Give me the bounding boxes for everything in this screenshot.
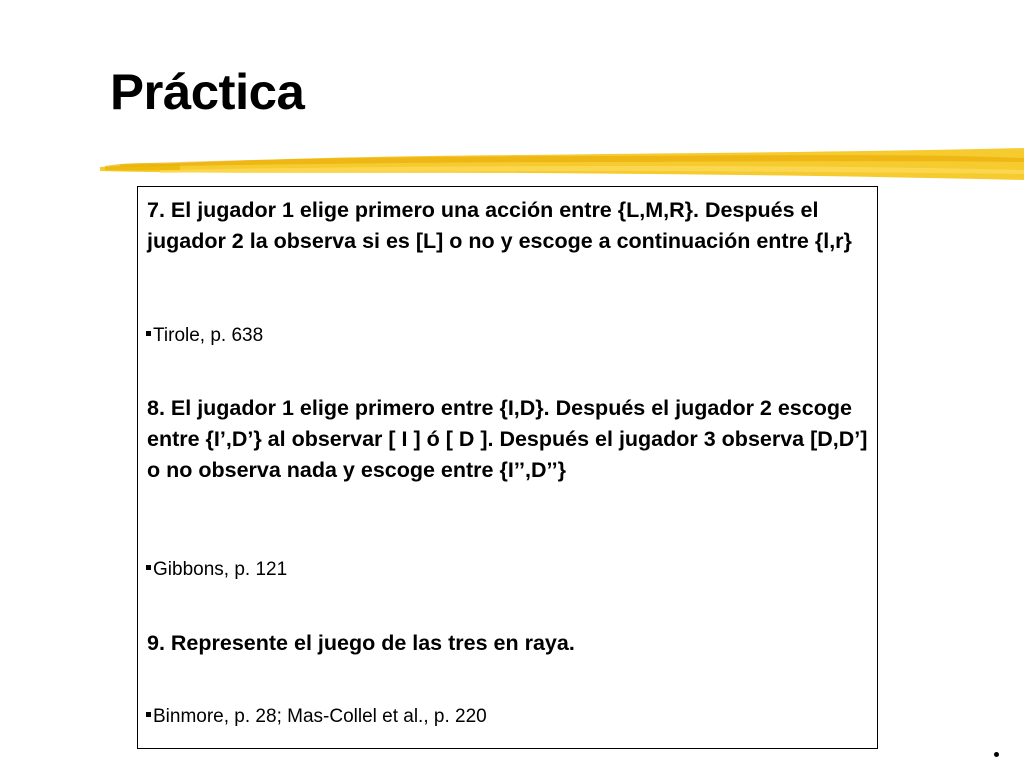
period-mark	[994, 752, 999, 757]
exercise-8-reference	[146, 558, 287, 582]
square-bullet-icon	[146, 331, 151, 336]
square-bullet-icon	[146, 565, 151, 570]
exercise-9-reference	[146, 705, 487, 729]
exercise-8-reference-text: Gibbons, p. 121	[153, 559, 288, 580]
title-underline-brush-stroke	[100, 140, 1024, 190]
exercise-7-reference-text: Tirole, p. 638	[153, 325, 264, 346]
exercise-9-reference-text: Binmore, p. 28; Mas-Collel et al., p. 220	[153, 706, 487, 727]
exercise-7-reference	[146, 324, 263, 348]
exercise-8-text: 8. El jugador 1 elige primero entre {I,D}. Después el jugador 2 escoge entre {I’,D’} al observar [ I ] ó [ D ]. Después el jugador 3 observa [D,D’] o no observa nada y escoge entre {I’’,D’’}	[147, 396, 868, 482]
square-bullet-icon	[146, 712, 151, 717]
exercise-7-text: 7. El jugador 1 elige primero una acción entre {L,M,R}. Después el jugador 2 la observa si es [L] o no y escoge a continuación entre {l,r}	[147, 198, 852, 253]
exercise-box	[137, 186, 878, 749]
exercise-9-text: 9. Represente el juego de las tres en raya.	[147, 631, 575, 655]
slide-title: Práctica	[110, 64, 305, 120]
